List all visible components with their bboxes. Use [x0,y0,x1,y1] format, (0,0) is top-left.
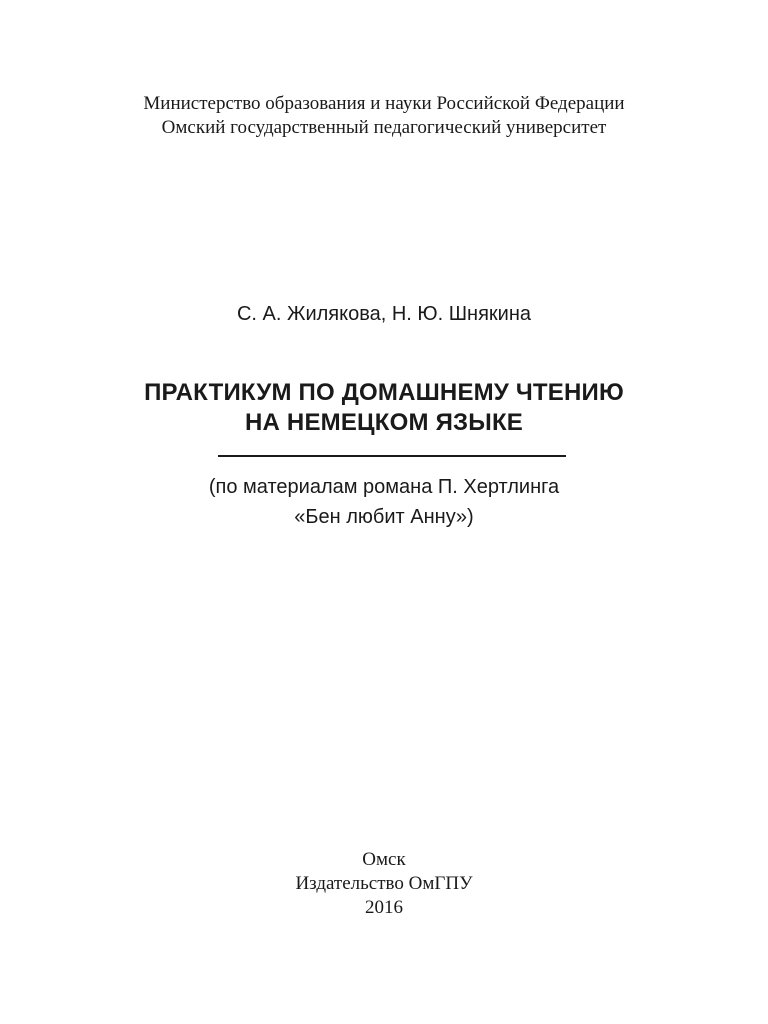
title-line-1: ПРАКТИКУМ ПО ДОМАШНЕМУ ЧТЕНИЮ [144,379,624,406]
book-title [0,378,768,438]
imprint [0,848,768,920]
title-line-2: НА НЕМЕЦКОМ ЯЗЫКЕ [244,409,524,436]
imprint-publisher: Издательство ОмГПУ [295,873,473,894]
ministry-line: Министерство образования и науки Российской Федерации [143,93,625,114]
title-divider [218,455,566,457]
book-subtitle [0,472,768,532]
imprint-year: 2016 [365,897,403,918]
imprint-city: Омск [362,849,406,870]
authors: С. А. Жилякова, Н. Ю. Шнякина [236,303,532,325]
university-line: Омский государственный педагогический университет [161,117,607,138]
subtitle-line-2: «Бен любит Анну») [294,506,474,528]
subtitle-line-1: (по материалам романа П. Хертлинга [208,476,560,498]
institution-header [0,92,768,140]
